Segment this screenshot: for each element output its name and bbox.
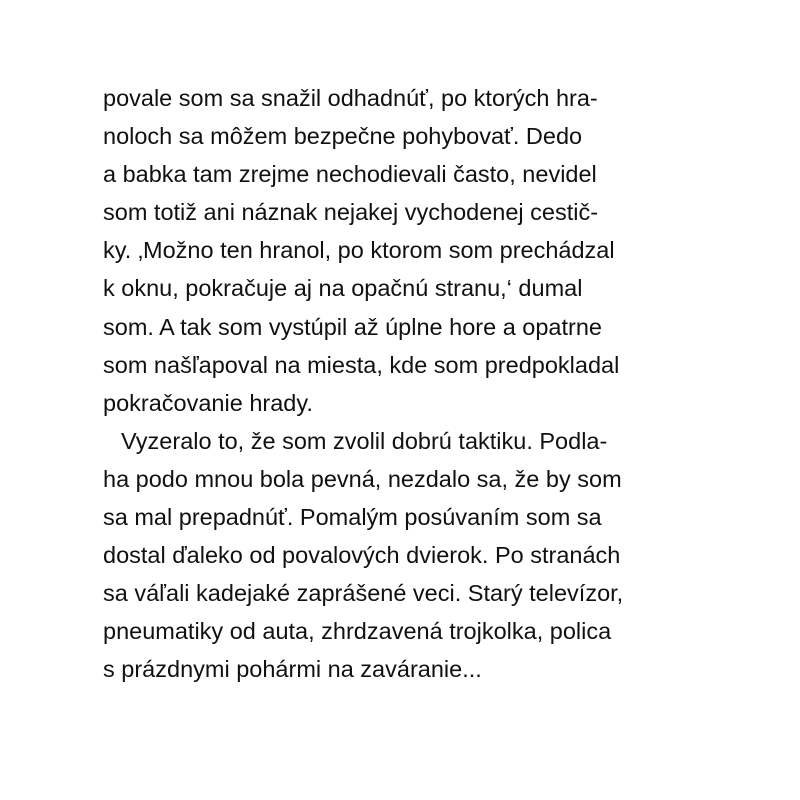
- text-line: dostal ďaleko od povalových dvierok. Po stranách: [103, 542, 621, 569]
- text-line: som. A tak som vystúpil až úplne hore a opatrne: [103, 313, 602, 340]
- text-line: som našľapoval na miesta, kde som predpokladal: [103, 351, 620, 378]
- text-line: Vyzeralo to, že som zvolil dobrú taktiku. Podla-: [121, 427, 608, 454]
- text-line: a babka tam zrejme nechodievali často, nevidel: [103, 161, 597, 188]
- paragraph-2: [103, 422, 703, 689]
- text-line: pneumatiky od auta, zhrdzavená trojkolka, polica: [103, 618, 612, 645]
- text-line: sa váľali kadejaké zaprášené veci. Starý televízor,: [103, 580, 624, 607]
- text-line: sa mal prepadnúť. Pomalým posúvaním som sa: [103, 504, 602, 531]
- text-line: noloch sa môžem bezpečne pohybovať. Dedo: [103, 123, 583, 150]
- text-line: pokračovanie hrady.: [103, 389, 313, 416]
- text-line: som totiž ani náznak nejakej vychodenej cestič-: [103, 199, 599, 226]
- text-line: ky. ‚Možno ten hranol, po ktorom som prechádzal: [103, 237, 615, 264]
- text-line: ha podo mnou bola pevná, nezdalo sa, že by som: [103, 465, 622, 492]
- body-text: [103, 79, 703, 689]
- text-line: k oknu, pokračuje aj na opačnú stranu,‘ dumal: [103, 275, 583, 302]
- paragraph-1: [103, 79, 703, 422]
- text-line: s prázdnymi pohármi na zaváranie...: [103, 656, 482, 683]
- text-line: povale som sa snažil odhadnúť, po ktorých hra-: [103, 85, 598, 111]
